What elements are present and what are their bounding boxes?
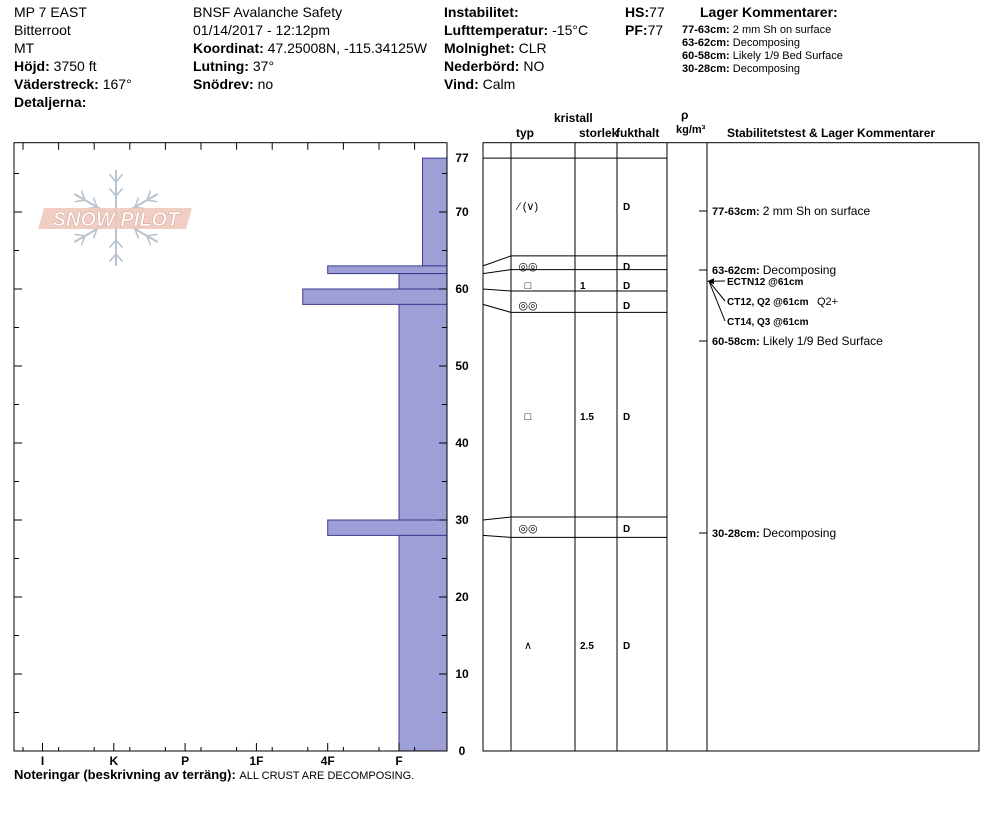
crystal-type-symbol: ◎◎ bbox=[518, 300, 538, 312]
profile-comment-range: 60-58cm: bbox=[712, 336, 763, 348]
snow-pilot-logo bbox=[38, 170, 192, 266]
size-column-heading: storlek bbox=[579, 126, 619, 140]
pf-label: PF: bbox=[625, 22, 648, 38]
details-label: Detaljerna: bbox=[14, 94, 87, 110]
depth-tick-label: 70 bbox=[455, 205, 469, 219]
precip-value: NO bbox=[523, 58, 545, 74]
hardness-tick-label: K bbox=[109, 754, 119, 768]
moisture-code: D bbox=[623, 262, 631, 273]
airtemp-value: -15°C bbox=[552, 22, 589, 38]
organization-name: BNSF Avalanche Safety bbox=[193, 4, 343, 20]
moisture-code: D bbox=[623, 281, 631, 292]
elevation-label: Höjd: bbox=[14, 58, 50, 74]
wind-value: Calm bbox=[482, 76, 516, 92]
aspect-value: 167° bbox=[102, 76, 132, 92]
profile-comment-range: 63-62cm: bbox=[712, 265, 763, 277]
hardness-bar bbox=[303, 289, 447, 304]
layer-comment-text: 2 mm Sh on surface bbox=[732, 24, 832, 36]
profile-comment bbox=[712, 204, 870, 218]
hardness-bar bbox=[399, 535, 447, 751]
instability-label: Instabilitet: bbox=[444, 4, 519, 20]
terrain-notes bbox=[14, 767, 414, 783]
hardness-tick-label: P bbox=[181, 754, 190, 768]
depth-tick-label: 40 bbox=[455, 436, 469, 450]
drift-label: Snödrev: bbox=[193, 76, 254, 92]
elevation-value: 3750 ft bbox=[53, 58, 97, 74]
layer-comment-range: 30-28cm: bbox=[682, 63, 730, 75]
stability-test-quality: Q2+ bbox=[817, 296, 839, 308]
hardness-bar bbox=[328, 266, 447, 274]
profile-comment-text: Likely 1/9 Bed Surface bbox=[762, 334, 883, 348]
layer-comment-text: Decomposing bbox=[732, 37, 801, 49]
logo-text: SNOW PILOT bbox=[52, 209, 180, 231]
pf-value: 77 bbox=[647, 22, 664, 38]
crystal-type-symbol: □ bbox=[524, 411, 532, 423]
profile-comment-text: 2 mm Sh on surface bbox=[762, 204, 871, 218]
slope-label: Lutning: bbox=[193, 58, 249, 74]
depth-tick-label: 10 bbox=[455, 667, 469, 681]
location-name: MP 7 EAST bbox=[14, 4, 87, 20]
coordinate-value: 47.25008N, -115.34125W bbox=[267, 40, 427, 56]
layer-comments-title: Lager Kommentarer: bbox=[700, 4, 838, 20]
slope-value: 37° bbox=[252, 58, 275, 74]
terrain-notes-value: ALL CRUST ARE DECOMPOSING. bbox=[239, 770, 415, 782]
hardness-plot-border bbox=[14, 143, 447, 751]
stability-column-heading: Stabilitetstest & Lager Kommentarer bbox=[727, 126, 936, 140]
stability-test-label: CT14, Q3 @61cm bbox=[727, 317, 809, 328]
profile-comment bbox=[712, 526, 836, 540]
hardness-bar bbox=[399, 274, 447, 289]
profile-comment-range: 77-63cm: bbox=[712, 206, 763, 218]
moisture-code: D bbox=[623, 202, 631, 213]
depth-tick-label: 0 bbox=[458, 744, 466, 758]
wind-label: Vind: bbox=[444, 76, 479, 92]
snowflake-branch bbox=[147, 234, 157, 236]
hardness-axis bbox=[23, 743, 415, 768]
profile-comment bbox=[712, 334, 883, 348]
stability-test-leader bbox=[709, 281, 725, 321]
layer-comment-range: 63-62cm: bbox=[682, 37, 730, 49]
density-symbol: ρ bbox=[681, 108, 689, 122]
profile-comment-text: Decomposing bbox=[762, 526, 837, 540]
depth-tick-label: 20 bbox=[455, 590, 469, 604]
layer-comment-text: Likely 1/9 Bed Surface bbox=[732, 50, 843, 62]
profile-comment bbox=[712, 263, 836, 277]
profile-comment-text: Decomposing bbox=[762, 263, 837, 277]
snowflake-branch bbox=[75, 234, 85, 236]
snowflake-branch bbox=[75, 200, 85, 202]
depth-tick-label: 50 bbox=[455, 359, 469, 373]
profile-comments bbox=[699, 204, 883, 540]
drift-value: no bbox=[257, 76, 274, 92]
crystal-column-heading: kristall bbox=[554, 111, 593, 125]
layer-table-border bbox=[483, 143, 979, 751]
crystal-type-symbol: ∧ bbox=[523, 640, 533, 652]
density-unit: kg/m³ bbox=[676, 124, 706, 136]
coordinate-label: Koordinat: bbox=[193, 40, 264, 56]
crystal-type-symbol: ⁄ (∨) bbox=[517, 201, 539, 213]
depth-tick-label: 60 bbox=[455, 282, 469, 296]
hardness-bar bbox=[399, 304, 447, 520]
crystal-size: 1.5 bbox=[580, 412, 594, 423]
hardness-tick-label: I bbox=[40, 754, 45, 768]
chart-frame bbox=[14, 143, 979, 751]
hardness-bars bbox=[303, 158, 447, 751]
hardness-bar bbox=[328, 520, 447, 535]
snowflake-branch bbox=[147, 200, 157, 202]
precip-label: Nederbörd: bbox=[444, 58, 520, 74]
crystal-type-symbol: ◎◎ bbox=[518, 523, 538, 535]
stability-test-label: CT12, Q2 @61cm bbox=[727, 297, 809, 308]
airtemp-label: Lufttemperatur: bbox=[444, 22, 549, 38]
moisture-code: D bbox=[623, 641, 631, 652]
crystal-type-symbol: ◎◎ bbox=[518, 261, 538, 273]
state-name: MT bbox=[14, 40, 35, 56]
layer-comment-text: Decomposing bbox=[732, 63, 801, 75]
layer-comment-range: 77-63cm: bbox=[682, 24, 730, 36]
hs-label: HS: bbox=[625, 4, 650, 20]
depth-tick-label: 30 bbox=[455, 513, 469, 527]
crystal-size: 2.5 bbox=[580, 641, 594, 652]
moisture-column-heading: fukthalt bbox=[616, 126, 660, 140]
stability-test-leader bbox=[709, 281, 725, 301]
hardness-tick-label: 4F bbox=[320, 754, 335, 768]
terrain-notes-label: Noteringar (beskrivning av terräng): bbox=[14, 767, 236, 782]
hardness-tick-label: 1F bbox=[249, 754, 264, 768]
stability-test-label: ECTN12 @61cm bbox=[727, 277, 804, 288]
profile-comment-range: 30-28cm: bbox=[712, 528, 763, 540]
sky-label: Molnighet: bbox=[444, 40, 515, 56]
depth-tick-label: 77 bbox=[455, 151, 469, 166]
crystal-size: 1 bbox=[580, 281, 586, 292]
hardness-tick-label: F bbox=[395, 754, 403, 768]
observation-datetime: 01/14/2017 - 12:12pm bbox=[193, 22, 330, 38]
moisture-code: D bbox=[623, 301, 631, 312]
sky-value: CLR bbox=[518, 40, 547, 56]
crystal-type-symbol: □ bbox=[524, 280, 532, 292]
hs-value: 77 bbox=[649, 4, 665, 20]
layer-comment-range: 60-58cm: bbox=[682, 50, 730, 62]
type-column-heading: typ bbox=[516, 126, 534, 140]
moisture-code: D bbox=[623, 524, 631, 535]
range-name: Bitterroot bbox=[14, 22, 71, 38]
aspect-label: Väderstreck: bbox=[14, 76, 99, 92]
moisture-code: D bbox=[623, 412, 631, 423]
